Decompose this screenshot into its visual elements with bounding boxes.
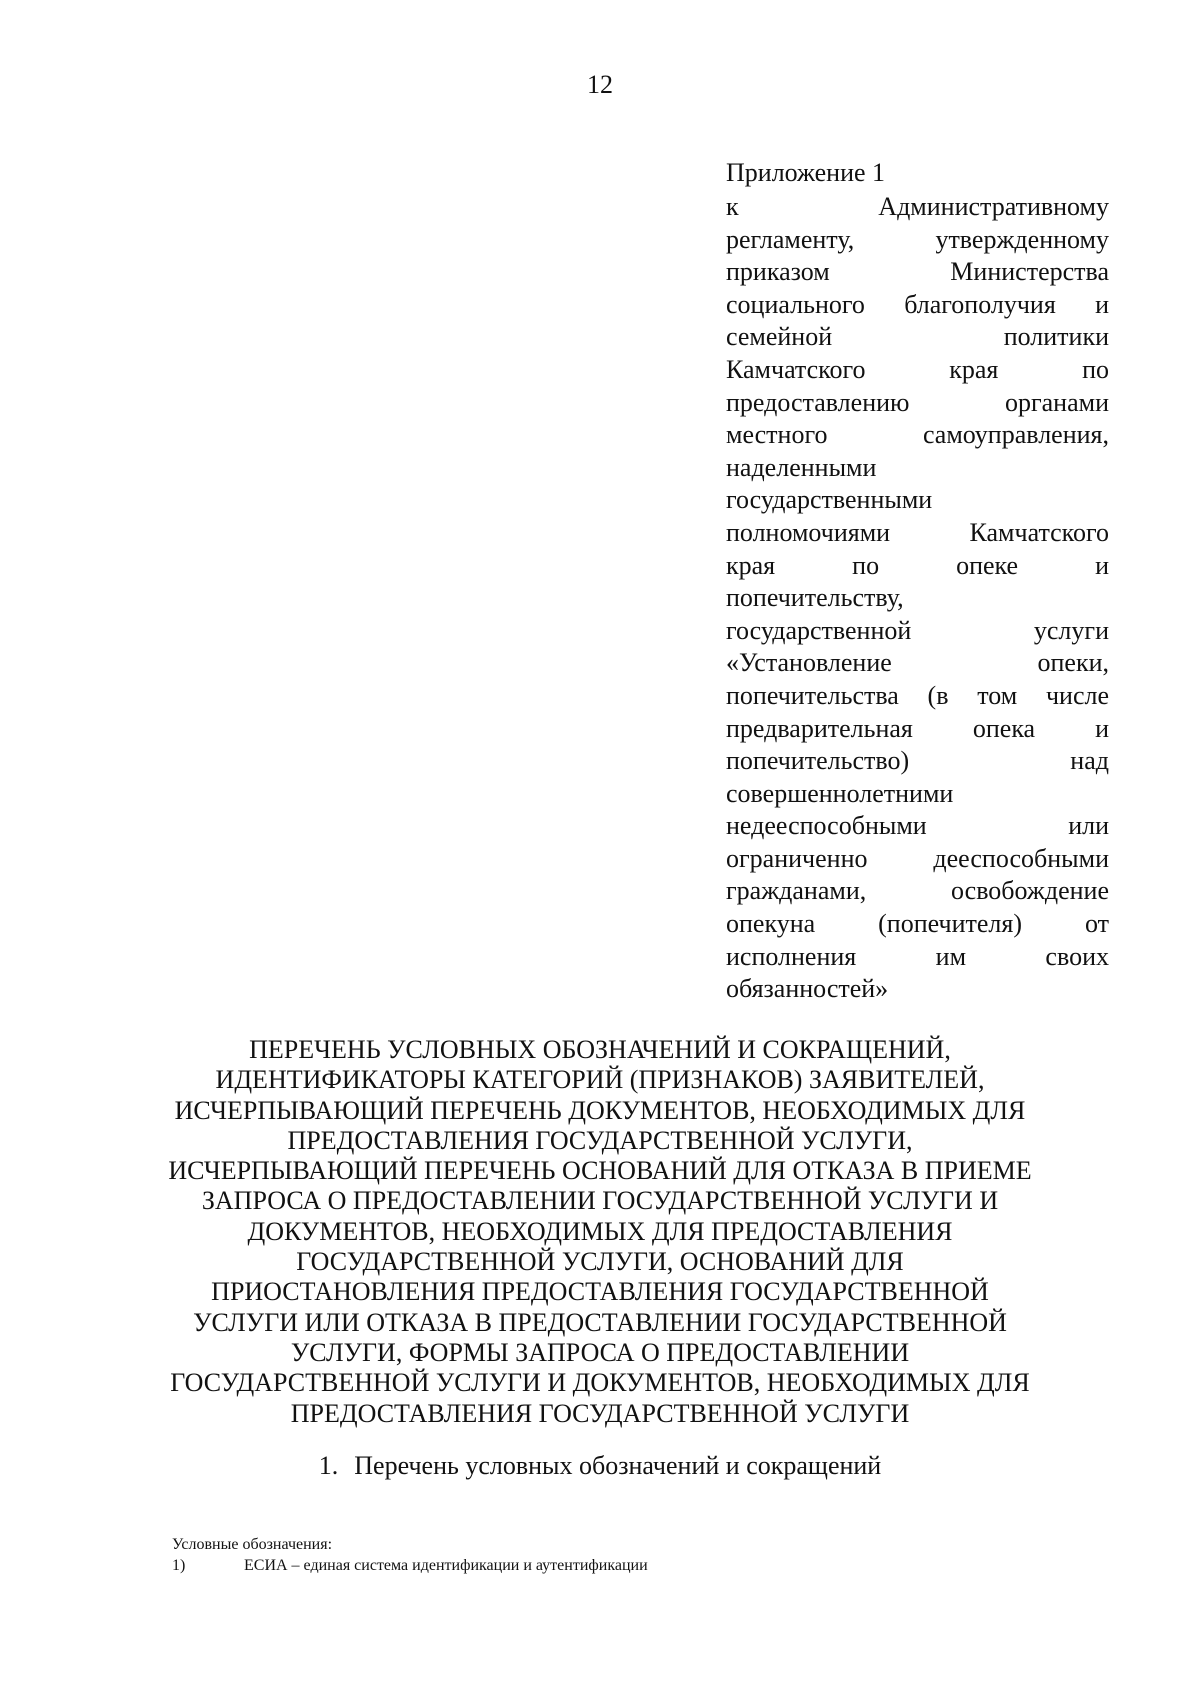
- legend-item: [172, 1556, 648, 1576]
- legend-caption: Условные обозначения:: [172, 1536, 333, 1553]
- document-title-line: ПРИОСТАНОВЛЕНИЯ ПРЕДОСТАВЛЕНИЯ ГОСУДАРСТВЕННОЙ: [211, 1277, 989, 1307]
- appendix-line: попечительство) над: [726, 746, 1109, 776]
- document-title-line: ИСЧЕРПЫВАЮЩИЙ ПЕРЕЧЕНЬ ОСНОВАНИЙ ДЛЯ ОТКАЗА В ПРИЕМЕ: [168, 1156, 1032, 1186]
- page-number: 12: [587, 70, 613, 99]
- appendix-line: Камчатского края по: [726, 354, 1109, 384]
- appendix-title: Приложение 1: [726, 158, 886, 187]
- appendix-line: местного самоуправления,: [726, 420, 1109, 450]
- document-title-line: ПЕРЕЧЕНЬ УСЛОВНЫХ ОБОЗНАЧЕНИЙ И СОКРАЩЕНИЙ,: [249, 1035, 951, 1064]
- appendix-line: предварительная опека и: [726, 713, 1109, 743]
- document-title-line: ДОКУМЕНТОВ, НЕОБХОДИМЫХ ДЛЯ ПРЕДОСТАВЛЕНИЯ: [247, 1216, 953, 1246]
- document-title-line: ПРЕДОСТАВЛЕНИЯ ГОСУДАРСТВЕННОЙ УСЛУГИ: [290, 1398, 910, 1428]
- document-title-line: ИСЧЕРПЫВАЮЩИЙ ПЕРЕЧЕНЬ ДОКУМЕНТОВ, НЕОБХОДИМЫХ ДЛЯ: [174, 1095, 1026, 1125]
- appendix-line: ограниченно дееспособными: [726, 843, 1109, 873]
- document-title-line: ЗАПРОСА О ПРЕДОСТАВЛЕНИИ ГОСУДАРСТВЕННОЙ УСЛУГИ И: [201, 1186, 999, 1216]
- appendix-line: обязанностей»: [726, 974, 889, 1004]
- appendix-line: исполнения им своих: [726, 941, 1109, 971]
- document-title-line: ГОСУДАРСТВЕННОЙ УСЛУГИ, ОСНОВАНИЙ ДЛЯ: [296, 1247, 904, 1277]
- appendix-line: приказом Министерства: [726, 257, 1109, 287]
- appendix-line: государственными: [726, 485, 933, 515]
- appendix-line: гражданами, освобождение: [726, 876, 1109, 906]
- appendix-line: семейной политики: [726, 322, 1109, 352]
- appendix-reference: [726, 191, 1109, 1006]
- section-number: 1.: [318, 1451, 339, 1480]
- document-title-line: УСЛУГИ ИЛИ ОТКАЗА В ПРЕДОСТАВЛЕНИИ ГОСУДАРСТВЕННОЙ: [193, 1307, 1007, 1337]
- appendix-line: попечительства (в том числе: [726, 680, 1109, 710]
- appendix-line: социального благополучия и: [726, 289, 1109, 319]
- document-title-line: ПРЕДОСТАВЛЕНИЯ ГОСУДАРСТВЕННОЙ УСЛУГИ,: [287, 1125, 913, 1155]
- section-title: Перечень условных обозначений и сокращений: [354, 1451, 882, 1480]
- appendix-line: регламенту, утвержденному: [726, 224, 1109, 254]
- appendix-line: попечительству,: [726, 583, 904, 613]
- appendix-line: государственной услуги: [726, 615, 1109, 645]
- legend-item-marker: 1): [172, 1557, 186, 1574]
- appendix-line: предоставлению органами: [726, 387, 1109, 417]
- legend-item-text: ЕСИА – единая система идентификации и аутентификации: [244, 1557, 648, 1574]
- section-heading: [0, 1451, 1200, 1481]
- appendix-line: к Административному: [726, 192, 1109, 221]
- document-title-line: УСЛУГИ, ФОРМЫ ЗАПРОСА О ПРЕДОСТАВЛЕНИИ: [290, 1337, 910, 1367]
- document-title: [150, 1035, 1050, 1429]
- appendix-line: совершеннолетними: [726, 778, 954, 808]
- appendix-line: опекуна (попечителя) от: [726, 909, 1109, 939]
- document-title-line: ИДЕНТИФИКАТОРЫ КАТЕГОРИЙ (ПРИЗНАКОВ) ЗАЯВИТЕЛЕЙ,: [215, 1065, 985, 1095]
- appendix-line: «Установление опеки,: [726, 648, 1109, 678]
- appendix-line: наделенными: [726, 452, 877, 482]
- appendix-line: полномочиями Камчатского: [726, 517, 1109, 547]
- document-title-line: ГОСУДАРСТВЕННОЙ УСЛУГИ И ДОКУМЕНТОВ, НЕОБХОДИМЫХ ДЛЯ: [170, 1368, 1030, 1398]
- appendix-line: края по опеке и: [726, 550, 1109, 580]
- appendix-line: недееспособными или: [726, 811, 1109, 841]
